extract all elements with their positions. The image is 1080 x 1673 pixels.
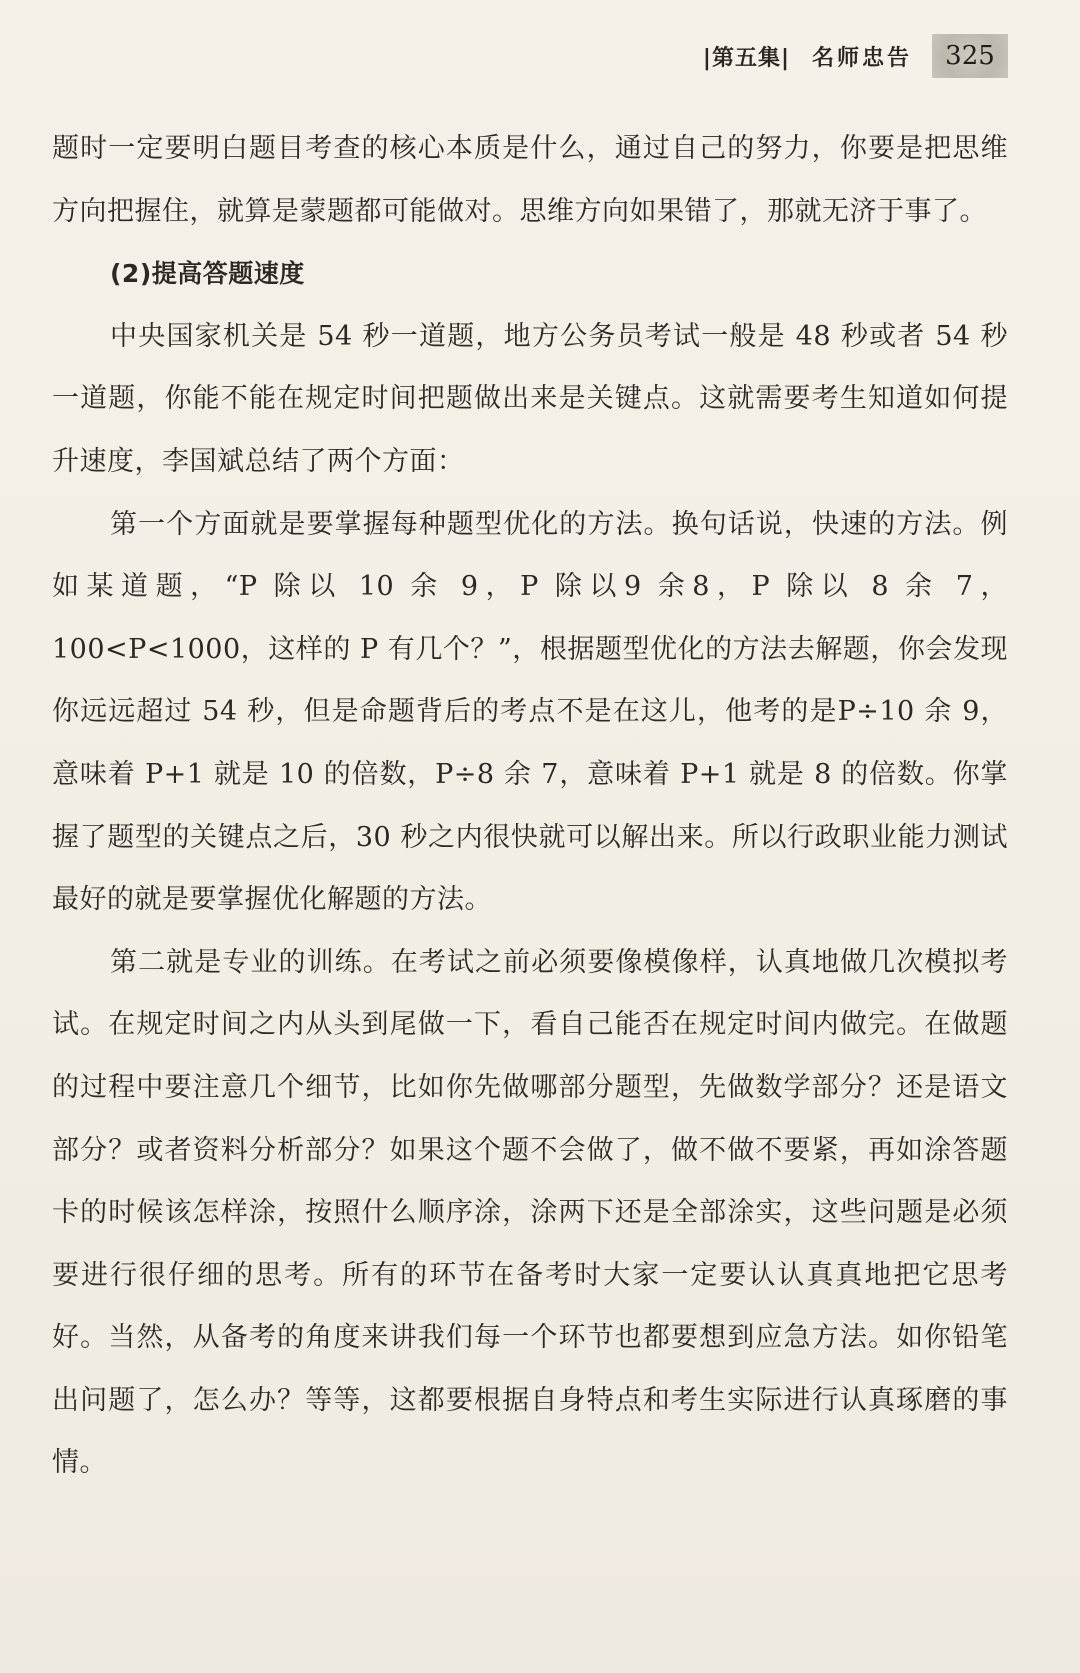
paragraph-continuation: 题时一定要明白题目考查的核心本质是什么，通过自己的努力，你要是把思维方向把握住，就算是蒙题都可能做对。思维方向如果错了，那就无济于事了。	[52, 133, 1008, 227]
section-subheading: (2)提高答题速度	[110, 259, 305, 289]
paragraph: 第一个方面就是要掌握每种题型优化的方法。换句话说，快速的方法。例如某道题，“P 除以 10 余 9，P 除以9 余8，P 除以 8 余 7，100<P<1000，这样的 P 有几个？”，根据题型优化的方法去解题，你会发现你远远超过 54 秒，但是命题背后的考点不是在这儿，他考的是P÷10 余 9，意味着 P+1 就是 10 的倍数，P÷8 余 7，意味着 P+1 就是 8 的倍数。你掌握了题型的关键点之后，30 秒之内很快就可以解出来。所以行政职业能力测试最好的就是要掌握优化解题的方法。	[52, 508, 1008, 916]
body-text	[52, 118, 1008, 1495]
paragraph: 第二就是专业的训练。在考试之前必须要像模像样，认真地做几次模拟考试。在规定时间之内从头到尾做一下，看自己能否在规定时间内做完。在做题的过程中要注意几个细节，比如你先做哪部分题型，先做数学部分？还是语文部分？或者资料分析部分？如果这个题不会做了，做不做不要紧，再如涂答题卡的时候该怎样涂，按照什么顺序涂，涂两下还是全部涂实，这些问题是必须要进行很仔细的思考。所有的环节在备考时大家一定要认认真真地把它思考好。当然，从备考的角度来讲我们每一个环节也都要想到应急方法。如你铅笔出问题了，怎么办？等等，这都要根据自身特点和考生实际进行认真琢磨的事情。	[52, 946, 1008, 1479]
running-header	[703, 34, 1008, 78]
series-label: |第五集|	[702, 45, 790, 71]
paragraph: 中央国家机关是 54 秒一道题，地方公务员考试一般是 48 秒或者 54 秒一道题，你能不能在规定时间把题做出来是关键点。这就需要考生知道如何提升速度，李国斌总结了两个方面：	[52, 320, 1008, 477]
page-number: 325	[932, 34, 1008, 78]
chapter-title: 名师忠告	[811, 45, 912, 71]
